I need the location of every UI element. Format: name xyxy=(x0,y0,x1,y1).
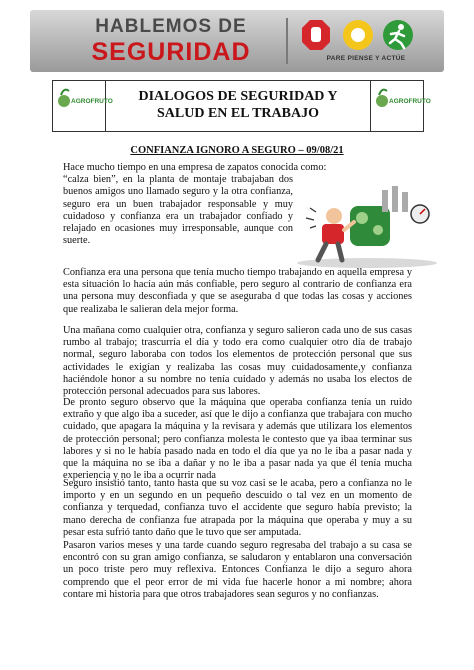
company-logo-left xyxy=(53,81,113,131)
document-title-line2: SALUD EN EL TRABAJO xyxy=(157,106,319,121)
logo-text: AGROFRUTO xyxy=(389,98,431,105)
paragraph-2: Una mañana como cualquier otra, confianza y seguro salieron cada uno de sus casas rumbo al trabajo; trascurría el día y todo era como cualquier otro día de trabajo normal, seguro laboraba con todos los elementos de protección personal que sus actividades le exigían y realizaba las cosas muy cuidadosamente,y confianza haciéndole honor a su nombre no tenía cuidado y además no usaba los electos de protección personal adecuados para sus labores. xyxy=(63,325,412,398)
intro-first-line: Hace mucho tiempo en una empresa de zapatos conocida como: xyxy=(63,162,327,173)
banner-title-line2: SEGURIDAD xyxy=(91,38,251,66)
circle-think-icon xyxy=(343,20,373,50)
paragraph-4: Seguro insistió tanto, tanto hasta que su voz casi se le acaba, pero a confianza no le importo y en un segundo en un pequeño descuido o tal vez en un momento de confianza y terquedad, confianza tuvo el accidente que seguro había previsto; la mano derecha de confianza fue atrapada por la máquina que operaba y muy a su pesar esta sufrió tanto daño que le tuvo que ser amputada. xyxy=(63,478,412,538)
banner-signs xyxy=(296,18,436,54)
paragraph-1: Confianza era una persona que tenía mucho tiempo trabajando en aquella empresa y esta situación lo hacía aún más confiable, pero seguro al contrario de confianza era una persona muy desconfiada y que se aseguraba d que todas las cosas y acciones que realizaba le salieran dela mejor forma. xyxy=(63,267,412,315)
article-subtitle: CONFIANZA IGNORO A SEGURO – 09/08/21 xyxy=(130,145,344,156)
paragraph-5: Pasaron varios meses y una tarde cuando seguro regresaba del trabajo a su casa se encontró con su gran amigo confianza, se saludaron y entablaron una conversación un poco triste pero muy reflexiva. Entonces Confianza le dijo a seguro ahora comprendo que el peor error de mi vida fue hacerle honor a mi nombre; ahora contare mi historia para que otros trabajadores sean seguros y no confianzas. xyxy=(63,540,412,600)
logo-text: AGROFRUTO xyxy=(71,98,113,105)
running-man-icon xyxy=(383,20,413,50)
safety-banner xyxy=(30,10,444,72)
document-header xyxy=(52,80,431,132)
banner-title xyxy=(66,16,276,66)
machine-accident-illustration xyxy=(292,178,444,270)
leaf-logo-icon xyxy=(371,81,423,131)
document-title xyxy=(106,81,370,131)
hand-stop-icon xyxy=(302,20,330,50)
company-logo-right xyxy=(370,81,431,131)
banner-title-line1: HABLEMOS DE xyxy=(95,16,247,37)
leaf-logo-icon xyxy=(53,81,105,131)
intro-body: “calza bien”, en la planta de montaje trabajaban dos buenos amigos uno llamado seguro y la otra confianza, seguro era un buen trabajador responsable y muy cuidadoso y confianza era un trabajador confiado y relajado en ocasiones muy irresponsable, aunque con suerte. xyxy=(63,174,293,247)
banner-divider xyxy=(286,18,288,64)
paragraph-3: De pronto seguro observo que la máquina que operaba confianza tenía un ruido extraño y que algo iba a suceder, así que le dijo a confianza que trabajara con mucho cuidado, que apagara la máquina y la revisara y además que utilizara los elementos de protección personal; pero confianza molesta le contesto que ya ibaa terminar sus labores y si no le había pasado nada en todo el día que ya no le iba a pasar nada y que la máquina no se iba a dañar y no le iba a pasar nada ya que él tenía mucha experiencia y no le iba a ocurrir nada xyxy=(63,397,412,482)
banner-caption: PARE PIENSE Y ACTÚE xyxy=(326,55,406,62)
document-title-line1: DIALOGOS DE SEGURIDAD Y xyxy=(138,89,338,104)
